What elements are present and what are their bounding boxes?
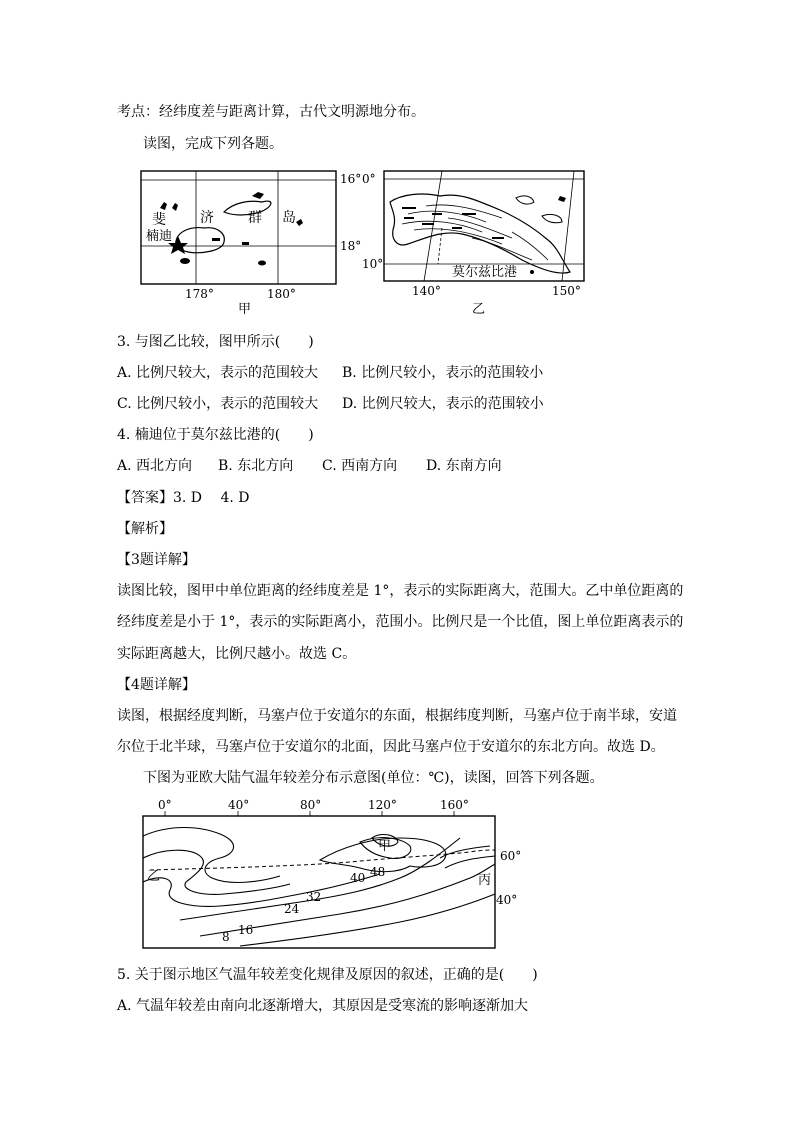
map-jia-lon-left: 178° <box>185 287 214 301</box>
eurasia-lon-label: 120° <box>368 798 397 812</box>
map-jia-label-dao: 岛 <box>282 210 296 226</box>
map-jia-islet-5 <box>242 242 249 245</box>
map-jia-islet-7 <box>180 258 190 264</box>
eurasia-contour-label: 48 <box>370 865 386 879</box>
q3-detail-heading: 【3题详解】 <box>117 552 196 568</box>
q4-detail-heading: 【4题详解】 <box>117 677 196 693</box>
map-yi-lon-left: 140° <box>412 284 441 298</box>
map-jia-caption: 甲 <box>238 302 252 316</box>
map-jia-lat-bottom: 18° <box>340 239 362 253</box>
map-yi-island-2 <box>542 214 562 222</box>
eurasia-label-bing: 丙 <box>478 873 492 888</box>
eurasia-map-figure <box>140 798 530 957</box>
q3-detail-line: 读图比较，图甲中单位距离的经纬度差是 1°，表示的实际距离大，范围大。乙中单位距离的 <box>117 583 684 599</box>
q4-option-a: A. 西北方向 <box>117 458 193 474</box>
map-yi-caption: 乙 <box>472 302 486 316</box>
q4-detail-line: 读图，根据经度判断，马塞卢位于安道尔的东面，根据纬度判断，马塞卢位于南半球，安道 <box>117 708 677 724</box>
q3-detail-line: 实际距离越大，比例尺越小。故选 C。 <box>117 646 357 662</box>
map-yi-lon-right: 150° <box>552 284 581 298</box>
map-jia-islet-3 <box>172 203 178 211</box>
answer-line: 【答案】3. D 4. D <box>117 490 250 506</box>
map-jia-label-nandi: 楠迪 <box>146 229 173 244</box>
contour-line <box>143 828 280 883</box>
map-jia-islet-2 <box>160 202 167 210</box>
map-jia-label-qun: 群 <box>248 210 262 226</box>
q4-stem: 4. 楠迪位于莫尔兹比港的( ) <box>117 427 314 443</box>
q4-option-c: C. 西南方向 <box>322 458 398 474</box>
map-jia-lon-right: 180° <box>267 287 296 301</box>
eurasia-lon-label: 160° <box>440 798 469 812</box>
q4-detail-line: 尔位于北半球，马塞卢位于安道尔的北面，因此马塞卢位于安道尔的东北方向。故选 D。 <box>117 739 665 755</box>
eurasia-lon-label: 0° <box>158 798 172 812</box>
eurasia-contour-label: 8 <box>222 930 230 944</box>
eurasia-contour-label: 40 <box>350 871 366 885</box>
map-jia-islet-8 <box>258 261 266 266</box>
intro-line-1: 读图，完成下列各题。 <box>143 136 283 152</box>
map-jia-lat-top: 16° <box>340 172 362 186</box>
map-yi-port-dot <box>530 270 534 274</box>
map-jia-islet-1 <box>252 192 264 199</box>
map-yi-island-1 <box>516 196 534 204</box>
kaodian-line: 考点：经纬度差与距离计算，古代文明源地分布。 <box>117 104 425 120</box>
contour-line <box>143 850 290 894</box>
map-jia-islet-4 <box>212 238 220 241</box>
eurasia-contour-label: 32 <box>306 890 322 904</box>
eurasia-contours <box>143 828 495 947</box>
q4-option-b: B. 东北方向 <box>218 458 294 474</box>
q5-stem: 5. 关于图示地区气温年较差变化规律及原因的叙述，正确的是( ) <box>117 967 538 983</box>
q3-option-d: D. 比例尺较大，表示的范围较小 <box>342 396 544 412</box>
q3-option-c: C. 比例尺较小，表示的范围较大 <box>117 396 319 412</box>
eurasia-label-yi: 乙 <box>147 869 161 884</box>
map-jia-figure <box>138 168 368 320</box>
eurasia-lon-label: 40° <box>228 798 250 812</box>
map-jia-islet-6 <box>296 219 303 226</box>
q3-option-b: B. 比例尺较小，表示的范围较小 <box>342 365 544 381</box>
map-yi-figure <box>362 168 597 320</box>
map-yi-lon150 <box>562 171 574 281</box>
eurasia-map-frame <box>143 816 495 948</box>
map-yi-coast <box>390 194 570 273</box>
q3-stem: 3. 与图乙比较，图甲所示( ) <box>117 334 314 350</box>
q5-option-a: A. 气温年较差由南向北逐渐增大，其原因是受寒流的影响逐渐加大 <box>117 998 529 1014</box>
eurasia-contour-label: 24 <box>284 902 300 916</box>
q4-option-d: D. 东南方向 <box>426 458 502 474</box>
eurasia-lat-60: 60° <box>500 849 522 863</box>
q3-detail-line: 经纬度差是小于 1°，表示的实际距离小，范围小。比例尺是一个比值，图上单位距离表示的 <box>117 614 684 630</box>
map-yi-lat-top: 0° <box>362 172 376 186</box>
map-yi-port: 莫尔兹比港 <box>452 265 518 280</box>
map-yi-lon140 <box>424 171 442 281</box>
jiexi-heading: 【解析】 <box>117 521 173 537</box>
eurasia-contour-label: 16 <box>238 923 254 937</box>
intro-line-2: 下图为亚欧大陆气温年较差分布示意图(单位：℃)，读图，回答下列各题。 <box>143 770 604 786</box>
contour-line <box>240 894 495 946</box>
eurasia-lat-40: 40° <box>496 893 518 907</box>
map-jia-label-fei: 斐 <box>152 212 166 228</box>
map-jia-frame <box>141 171 336 284</box>
map-jia-label-ji: 济 <box>200 210 214 226</box>
map-yi-lat-bottom: 10° <box>362 257 384 271</box>
eurasia-label-jia: 甲 <box>378 839 392 854</box>
contour-line <box>180 838 460 920</box>
eurasia-lon-label: 80° <box>300 798 322 812</box>
q3-option-a: A. 比例尺较大，表示的范围较大 <box>117 365 319 381</box>
contour-line <box>440 846 495 868</box>
map-yi-islet <box>558 196 566 202</box>
